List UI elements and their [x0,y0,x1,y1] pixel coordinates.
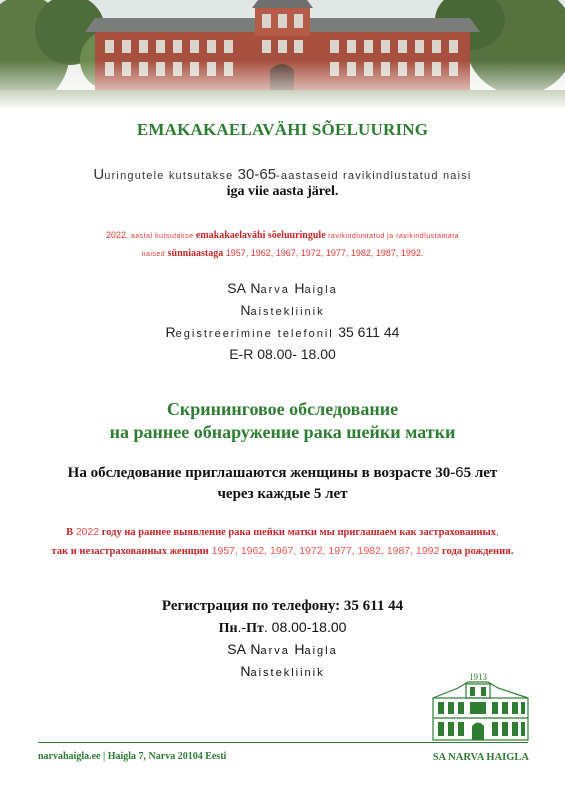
footer-divider [38,742,528,743]
footer-brand: SA NARVA HAIGLA [432,752,529,763]
footer-address: narvahaigla.ee | Haigla 7, Narva 20104 Eesti [38,751,227,762]
estonian-title: EMAKAKAELAVÄHI SÕELUURING [136,120,429,139]
organization-name: SA Narva Haigla [227,280,338,296]
hospital-building-logo [428,670,538,745]
estonian-contact-block [0,278,565,364]
registration-phone: Registreerimine telefonil 35 611 44 [165,324,400,340]
clinic-name: Naistekliinik [240,302,325,318]
estonian-birth-years-notice: 2022. aastal kutsutakse emakakaelavähi sõeluuringule ravikindlustatud ja ravikindlustamata naised sünniaastaga 1957, 1962, 1967, 1972, 1977, 1982, 1987, 1992. [105,230,460,259]
estonian-invitation-interval: iga viie aasta järel. [226,184,339,199]
estonian-invitation-line: Uuringutele kutsutakse 30-65-aastaseid ravikindlustatud naisi [93,166,472,183]
opening-hours: E-R 08.00- 18.00 [229,346,336,362]
russian-title: Скрининговое обследование на раннее обнаружение рака шейки матки [109,399,456,442]
logo-year: 1913 [469,672,487,682]
russian-organization-name: SA Narva Haigla [227,641,338,657]
russian-birth-years-notice: В 2022 году на раннее выявление рака шейки матки мы приглашаем как застрахованных, так и незастрахованных женщин 1957, 1962, 1967, 1972, 1977, 1982, 1987, 1992 года рождения. [51,526,514,557]
russian-registration-phone: Регистрация по телефону: 35 611 44 [161,598,404,614]
header-building-photo [0,0,565,110]
russian-invitation: На обследование приглашаются женщины в возрасте 30-65 лет через каждые 5 лет [67,464,498,502]
russian-opening-hours: Пн.-Пт. 08.00-18.00 [218,619,347,636]
russian-clinic-name: Naistekliinik [240,663,325,679]
